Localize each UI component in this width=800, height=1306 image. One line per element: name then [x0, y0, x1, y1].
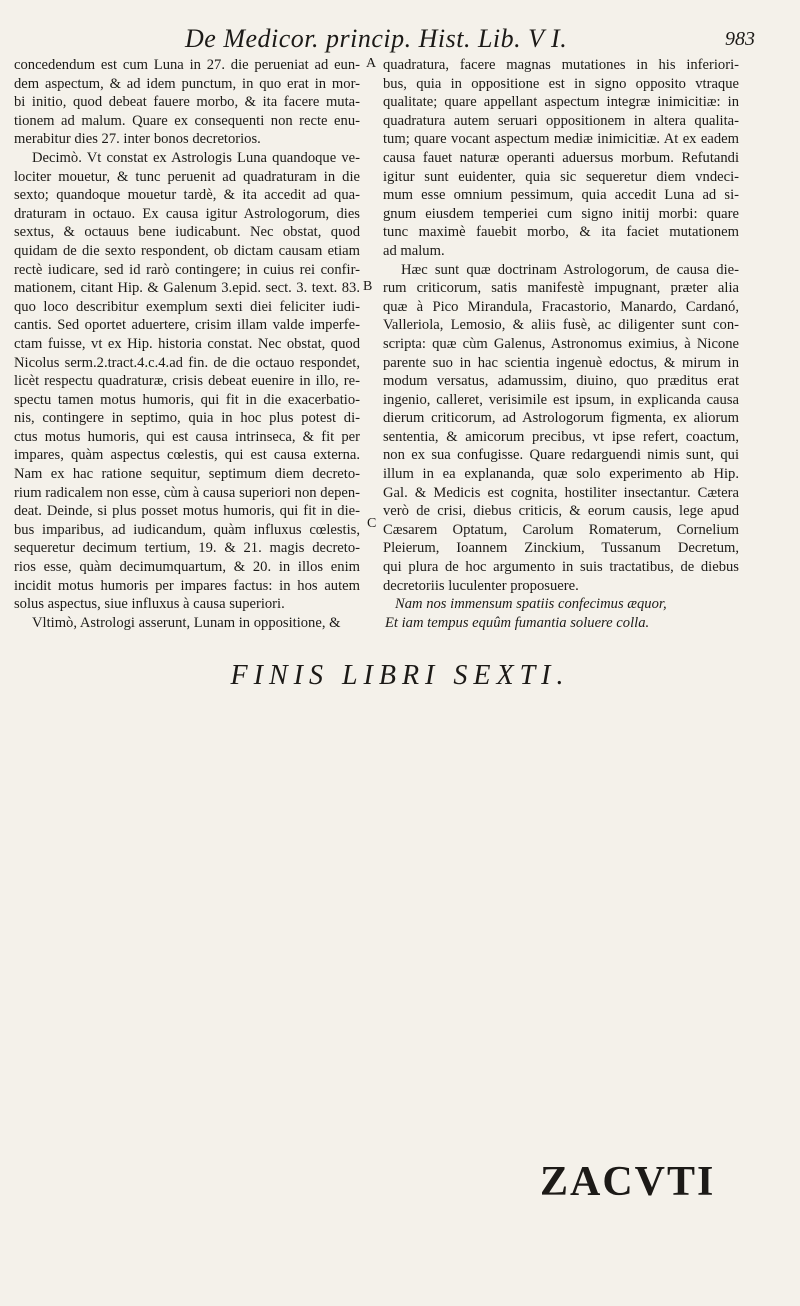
text-line: ctam fuisse, vt ex Hip. historia constat. Nec obstat, quod — [14, 335, 360, 352]
text-line: concedendum est cum Luna in 27. die perueniat ad eun- — [14, 57, 360, 73]
catchword: ZACVTI — [540, 1159, 716, 1205]
text-line: dem aspectum, & ad idem punctum, in quo erat in mor- — [14, 75, 360, 92]
running-header — [0, 22, 800, 56]
text-line: merabitur dies 27. inter bonos decretorios. — [14, 131, 261, 148]
left-column — [14, 56, 360, 632]
text-line: Nam ex hac ratione sequitur, septimum diem decreto- — [14, 466, 360, 483]
text-line: bus, quia in oppositione est in signo opposito vtraque — [383, 75, 739, 92]
text-line: quidam de die sexto respondent, ob dictam causam etiam — [14, 242, 360, 259]
text-line: rectè iudicare, sed id rarò contingere; in cuius rei confir- — [14, 261, 360, 278]
text-line: Cæsarem Optatum, Carolum Romaterum, Cornelium — [383, 521, 739, 538]
text-line: verò de crisi, diebus criticis, & eorum causis, lege apud — [383, 503, 739, 520]
text-line: scripta: quæ cùm Galenus, Astronomus eximius, à Nicone — [383, 335, 739, 352]
text-line: qualitate; quare appellant aspectum integræ inimicitiæ: in — [383, 94, 739, 111]
margin-letter-c: C — [367, 516, 377, 531]
text-line: Pleierum, Ioannem Zinckium, Tussanum Decretum, — [383, 540, 739, 557]
text-line: Hæc sunt quæ doctrinam Astrologorum, de causa die- — [401, 261, 739, 278]
page-number: 983 — [725, 28, 755, 50]
text-line: quadratura, facere magnas mutationes in his inferiori- — [383, 57, 739, 73]
text-line: ad malum. — [383, 242, 445, 259]
text-line: deat. Deinde, si plus posset motus humoris, qui fit in die- — [14, 503, 360, 520]
text-line: tum; quare vocant aspectum mediæ inimicitiæ. At ex eadem — [383, 131, 739, 148]
text-line: causa fauet naturæ operanti aduersus morbum. Refutandi — [383, 149, 739, 166]
margin-letter-a: A — [366, 56, 377, 71]
text-line: rum criticorum, satis manifestè impugnant, præter alia — [383, 280, 739, 297]
verse-line: Nam nos immensum spatiis confecimus æquor, — [395, 596, 667, 613]
text-line: quadratura autem seruari oppositionem in altera qualita- — [383, 112, 739, 129]
text-line: mum esse omnium pessimum, quia accedit Luna ad si- — [383, 187, 739, 204]
right-column — [383, 56, 739, 632]
finis-heading: FINIS LIBRI SEXTI. — [230, 660, 570, 691]
text-line: solus aspectus, siue influxus à causa superiori. — [14, 596, 285, 613]
text-line: rios esse, quàm decimumquartum, & 20. in illos enim — [14, 559, 360, 576]
text-line: incidit motus humoris per impares factus: in hos autem — [14, 577, 360, 594]
verse-line: Et iam tempus equûm fumantia soluere colla. — [385, 614, 650, 631]
text-line: sequeretur decimum tertium, 19. & 21. magis decreto- — [14, 540, 360, 557]
text-line: mationem, citant Hip. & Galenum 3.epid. sect. 3. text. 83. — [14, 280, 360, 297]
text-line: igitur sunt euidenter, quia sic sequeretur diem vndeci- — [383, 168, 739, 185]
text-line: modum versatus, adamussim, diuino, quo præditus erat — [383, 373, 739, 390]
text-line: Vltimò, Astrologi asserunt, Lunam in oppositione, & — [32, 614, 341, 631]
text-line: Valleriola, Lemosio, & aliis fusè, ac diligenter sunt con- — [383, 317, 739, 334]
margin-letter-b: B — [363, 279, 373, 294]
text-line: sexto; quandoque mouetur tardè, & ita accedit ad qua- — [14, 187, 360, 204]
text-line: decretoriis luculenter proposuere. — [383, 577, 579, 594]
text-line: illum in ea explananda, quæ solo experimento ab Hip. — [383, 466, 739, 483]
text-line: dierum criticorum, ad Astrologorum figmenta, ex aliorum — [383, 410, 739, 427]
text-line: Gal. & Medicis est cognita, hostiliter insectantur. Cætera — [383, 484, 739, 501]
text-line: licèt respectu quadraturæ, crisis debeat euenire in illo, re- — [14, 373, 360, 390]
text-line: spectu tamen motus humoris, qui fit in die exacerbatio- — [14, 391, 360, 408]
text-line: Decimò. Vt constat ex Astrologis Luna quandoque ve- — [32, 149, 360, 166]
text-line: ingenio, calleret, verisimile est ipsum, in explicanda causa — [383, 391, 739, 408]
text-line: bi initio, quod debeat fauere morbo, & ita facere muta- — [14, 94, 360, 111]
text-line: bus imparibus, ad iudicandum, quàm influxus cœlestis, — [14, 521, 360, 538]
text-line: tionem ad malum. Quare ex consequenti non recte enu- — [14, 112, 360, 129]
text-line: non ex sua confugisse. Quare redarguendi nimis sunt, qui — [383, 447, 739, 464]
text-line: cantis. Sed oportet aduertere, crisim illam valde imperfe- — [14, 317, 360, 334]
running-title: De Medicor. princip. Hist. Lib. V I. — [185, 24, 568, 53]
text-line: sextus, & octauus bene iudicabunt. Nec obstat, quod — [14, 224, 360, 241]
text-line: gnum eiusdem temperiei cum signo initij morbi: quare — [383, 205, 739, 222]
text-line: parente suo in hac scientia ingenuè edoctus, & mirum in — [383, 354, 739, 371]
text-line: rium radicalem non esse, cùm à causa superiori non depen- — [14, 484, 360, 501]
text-line: sententia, & amicorum precibus, vt ipse refert, coactum, — [383, 428, 739, 445]
text-line: nis, contingere in septimo, quia in hoc plus potest di- — [14, 410, 360, 427]
text-line: impares, quàm aspectus cœlestis, qui est causa externa. — [14, 447, 360, 464]
text-line: ctus motus humoris, qui est causa intrinseca, & fit per — [14, 428, 360, 445]
text-line: Nicolus serm.2.tract.4.c.4.ad fin. de die octauo respondet, — [14, 354, 360, 371]
text-line: qui plura de hoc argumento in suis tractatibus, de diebus — [383, 559, 739, 576]
text-line: lociter mouetur, & tunc peruenit ad quadraturam in die — [14, 168, 360, 185]
text-line: quo loco describitur exemplum sexti diei feliciter iudi- — [14, 298, 360, 315]
text-line: quæ à Pico Mirandula, Fracastorio, Manardo, Cardanó, — [383, 298, 739, 315]
text-line: draturam in octauo. Ex causa igitur Astrologorum, dies — [14, 205, 360, 222]
text-line: tunc maximè fauebit morbo, & ita faciet mutationem — [383, 224, 739, 241]
